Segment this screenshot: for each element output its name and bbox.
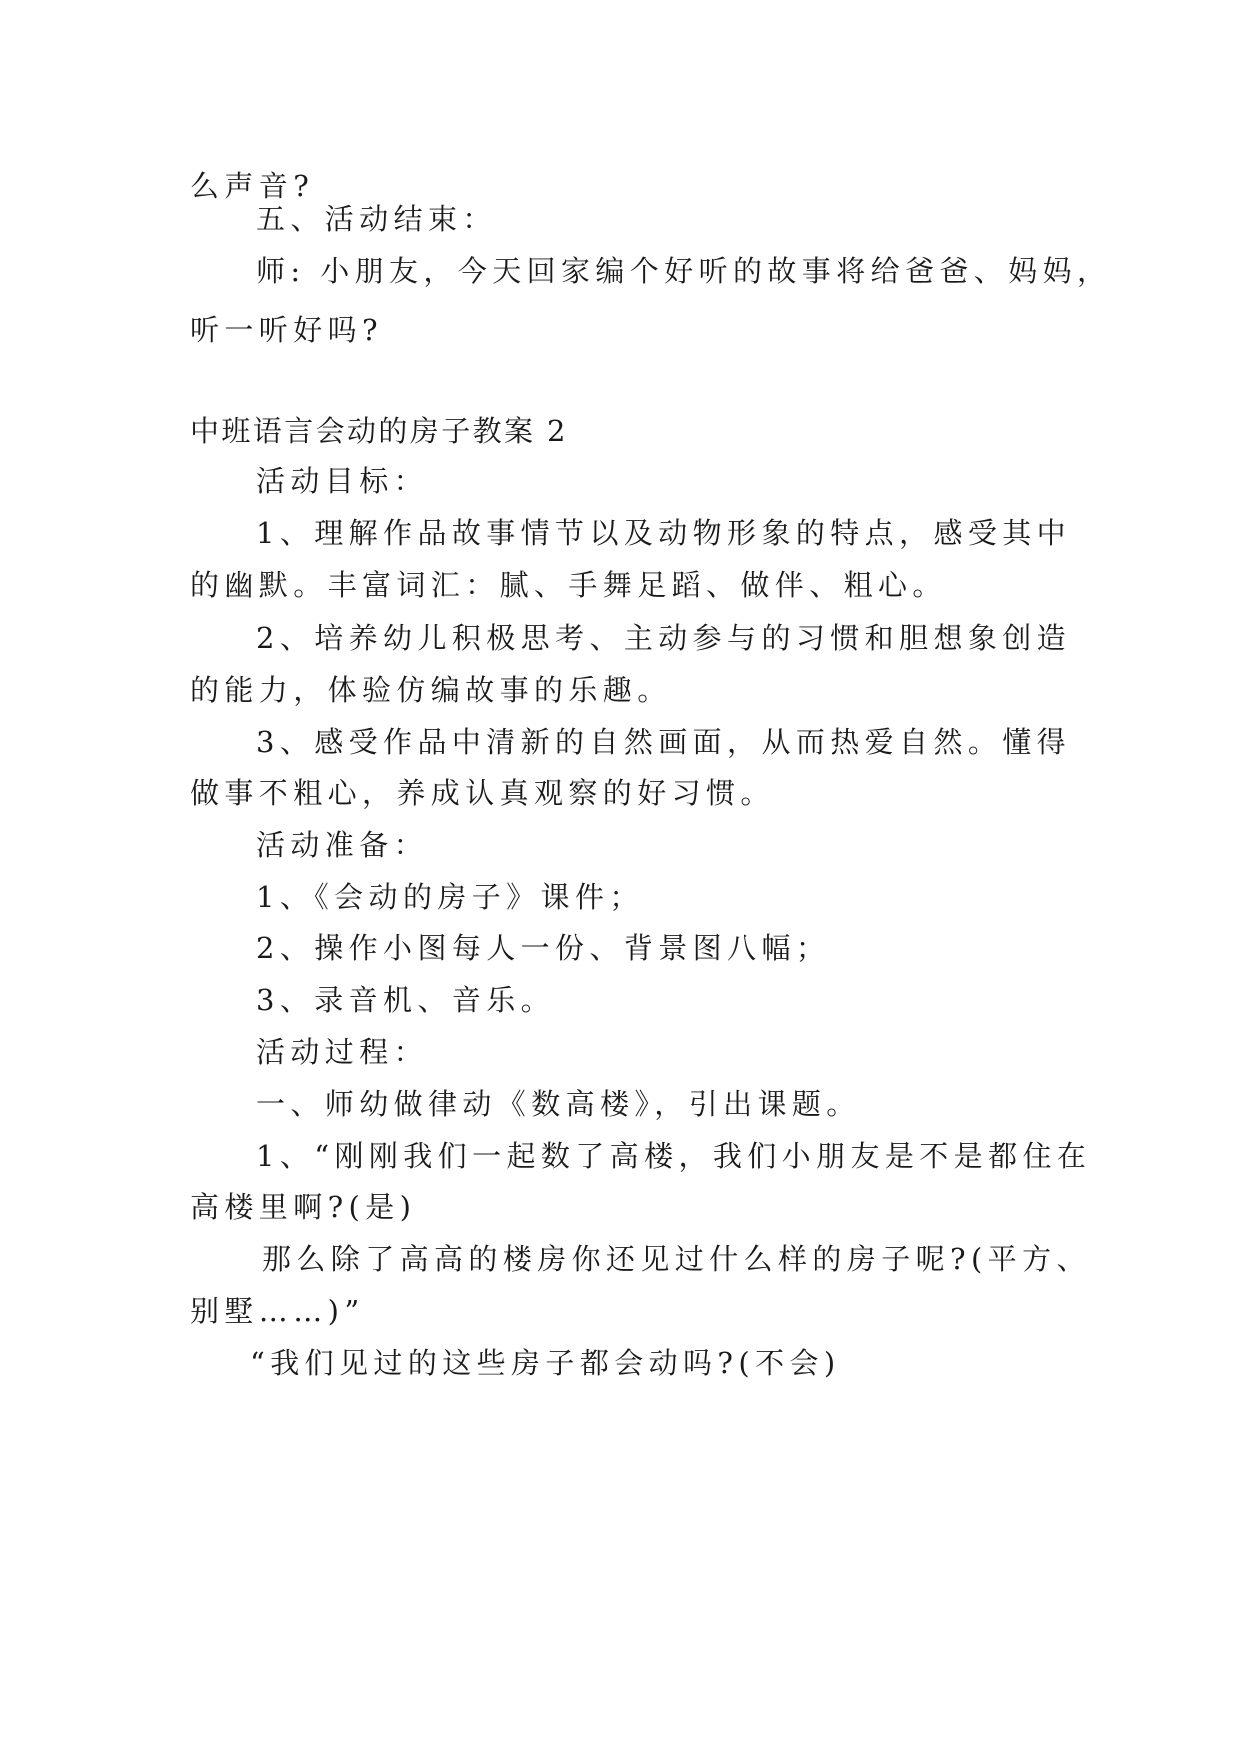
- text-line: 高楼里啊?(是): [190, 1190, 417, 1224]
- list-item: 2、操作小图每人一份、背景图八幅；: [256, 931, 831, 965]
- text-line: 2、培养幼儿积极思考、主动参与的习惯和胆想象创造: [256, 621, 1072, 655]
- list-item: 1、《会动的房子》课件；: [256, 880, 644, 914]
- text-line: 听一听好吗?: [190, 313, 383, 347]
- list-item: 3、录音机、音乐。: [256, 983, 556, 1017]
- text-line: 的能力，体验仿编故事的乐趣。: [190, 673, 672, 707]
- text-line: 别墅……)”: [190, 1294, 365, 1328]
- text-line: 做事不粗心，养成认真观察的好习惯。: [190, 776, 775, 810]
- text-line: 师: 小朋友，今天回家编个好听的故事将给爸爸、妈妈，: [256, 254, 1112, 288]
- text-line: 3、感受作品中清新的自然画面，从而热爱自然。懂得: [256, 725, 1072, 759]
- text-line: 1、“刚刚我们一起数了高楼，我们小朋友是不是都住在: [256, 1139, 1092, 1173]
- section-heading: 活动目标：: [256, 464, 429, 498]
- section-heading: 活动过程：: [256, 1035, 429, 1069]
- text-line: 的幽默。丰富词汇：腻、手舞足蹈、做伴、粗心。: [190, 568, 947, 602]
- text-line: 一、师幼做律动《数高楼》，引出课题。: [256, 1087, 861, 1121]
- text-line: 么声音?: [190, 169, 315, 203]
- text-line: 那么除了高高的楼房你还见过什么样的房子呢?(平方、: [262, 1242, 1091, 1276]
- text-line: “我们见过的这些房子都会动吗?(不会): [250, 1346, 841, 1380]
- section-heading: 五、活动结束：: [256, 202, 497, 236]
- document-title: 中班语言会动的房子教案 2: [190, 414, 568, 448]
- text-line: 1、理解作品故事情节以及动物形象的特点，感受其中: [256, 516, 1072, 550]
- section-heading: 活动准备：: [256, 828, 429, 862]
